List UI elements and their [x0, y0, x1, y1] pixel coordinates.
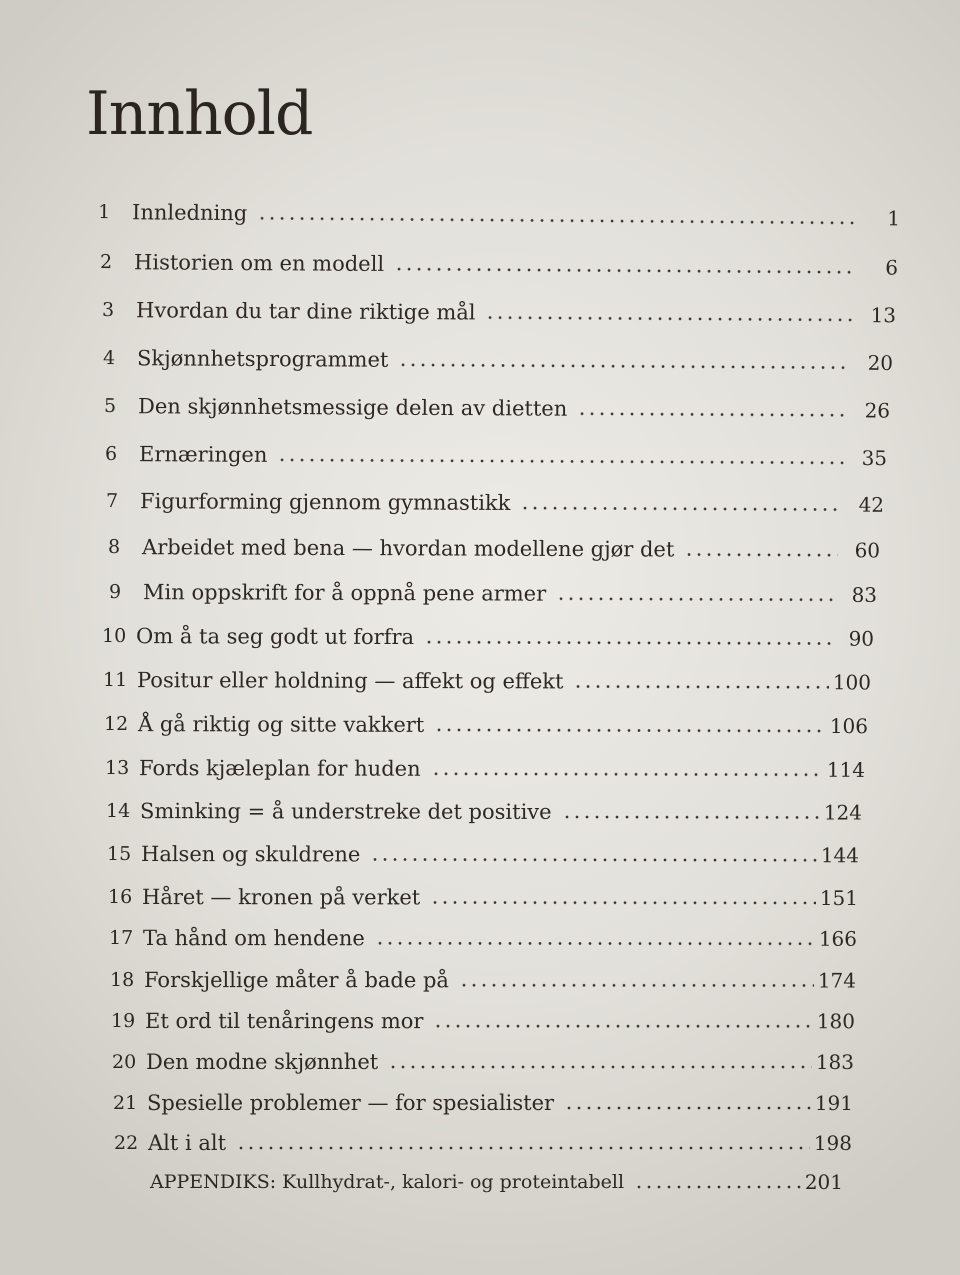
page-number: 90	[848, 626, 875, 651]
dot-leader	[573, 683, 829, 690]
page-number: 1	[887, 206, 901, 231]
page-number: 42	[858, 492, 885, 517]
dot-leader	[433, 1023, 813, 1029]
page-number: 13	[870, 303, 897, 328]
chapter-title: Et ord til tenåringens mor	[145, 1009, 424, 1034]
dot-leader	[431, 771, 823, 778]
chapter-title: Sminking = å understreke det positive	[140, 799, 552, 824]
page-number: 114	[826, 757, 866, 782]
dot-leader	[459, 982, 814, 988]
toc-entry	[100, 244, 898, 282]
chapter-title: Innledning	[132, 200, 248, 226]
page-number: 26	[864, 398, 891, 423]
dot-leader	[257, 215, 858, 226]
chapter-number: 5	[104, 395, 117, 418]
chapter-title: Spesielle problemer — for spesialister	[147, 1091, 555, 1115]
toc-entry	[104, 388, 890, 425]
appendix-title: APPENDIKS: Kullhydrat-, kalori- og proteintabell	[150, 1171, 625, 1193]
page-number: 201	[804, 1170, 843, 1194]
chapter-title: Den skjønnhetsmessige delen av dietten	[138, 394, 568, 421]
toc-entry	[103, 340, 893, 377]
chapter-number: 19	[111, 1010, 136, 1033]
chapter-number: 22	[114, 1132, 139, 1154]
toc-entry	[108, 879, 858, 912]
chapter-title: Ta hånd om hendene	[143, 926, 365, 951]
dot-leader	[564, 1105, 811, 1111]
page-number: 166	[818, 926, 858, 951]
chapter-number: 15	[107, 843, 132, 866]
page-number: 100	[832, 670, 872, 695]
chapter-title: Å gå riktig og sitte vakkert	[138, 712, 425, 737]
dot-leader	[375, 940, 815, 946]
dot-leader	[370, 856, 817, 863]
chapter-title: Halsen og skuldrene	[141, 842, 361, 867]
page-number: 144	[820, 843, 860, 868]
toc-entry	[111, 1003, 855, 1035]
dot-leader	[520, 505, 842, 513]
chapter-number: 1	[98, 201, 111, 224]
chapter-number: 2	[100, 251, 113, 274]
page-number: 183	[815, 1050, 854, 1074]
page-number: 83	[851, 582, 878, 607]
chapter-title: Forskjellige måter å bade på	[144, 968, 449, 993]
toc-entry	[105, 436, 887, 472]
chapter-number: 14	[106, 800, 131, 823]
chapter-title: Ernæringen	[139, 442, 268, 467]
chapter-title: Historien om en modell	[134, 250, 385, 276]
dot-leader	[388, 1064, 812, 1070]
chapter-title: Fords kjæleplan for huden	[139, 756, 421, 781]
dot-leader	[394, 266, 856, 275]
dot-leader	[434, 727, 826, 734]
toc-entry	[106, 483, 884, 519]
chapter-title: Om å ta seg godt ut forfra	[136, 624, 415, 650]
chapter-number: 8	[108, 536, 121, 559]
chapter-number: 7	[106, 490, 119, 513]
chapter-title: Skjønnhetsprogrammet	[137, 346, 389, 372]
toc-entry	[98, 194, 900, 232]
dot-leader	[562, 814, 820, 821]
toc-entry	[112, 1044, 854, 1076]
toc-appendix-entry	[150, 1164, 843, 1196]
dot-leader	[236, 1145, 810, 1151]
toc-entry	[106, 793, 862, 827]
toc-entry	[107, 836, 859, 869]
page-number: 35	[861, 445, 888, 471]
dot-leader	[634, 1184, 801, 1190]
chapter-title: Hvordan du tar dine riktige mål	[136, 298, 476, 325]
chapter-title: Positur eller holdning — affekt og effekt	[137, 668, 564, 694]
page-title: Innhold	[86, 79, 313, 149]
chapter-number: 21	[113, 1092, 138, 1114]
toc-entry	[113, 1085, 853, 1117]
dot-leader	[277, 457, 845, 466]
dot-leader	[486, 315, 855, 323]
page-number: 151	[819, 885, 859, 911]
chapter-number: 10	[102, 625, 127, 648]
dot-leader	[398, 362, 851, 371]
toc-entry	[102, 292, 896, 329]
chapter-number: 12	[104, 713, 129, 736]
page-number: 191	[814, 1091, 853, 1115]
chapter-number: 16	[108, 886, 133, 909]
chapter-title: Min oppskrift for å oppnå pene armer	[143, 580, 547, 606]
toc-entry	[103, 662, 871, 696]
page-number: 6	[885, 255, 899, 280]
page-number: 124	[823, 800, 863, 825]
chapter-number: 3	[102, 299, 115, 322]
toc-entry	[109, 574, 877, 609]
dot-leader	[684, 552, 838, 559]
toc-entry	[114, 1125, 852, 1157]
dot-leader	[577, 411, 848, 419]
chapter-number: 18	[110, 969, 135, 992]
page-number: 60	[854, 538, 881, 563]
chapter-number: 17	[109, 927, 134, 950]
chapter-title: Alt i alt	[148, 1131, 227, 1155]
toc-entry	[108, 529, 880, 564]
chapter-number: 13	[105, 757, 130, 780]
page-number: 198	[813, 1131, 852, 1155]
chapter-title: Den modne skjønnhet	[146, 1050, 379, 1074]
chapter-number: 6	[105, 443, 118, 466]
page-number: 174	[817, 968, 857, 993]
chapter-number: 9	[109, 581, 122, 604]
chapter-number: 11	[103, 669, 128, 692]
toc-entry	[109, 920, 857, 953]
dot-leader	[556, 596, 835, 603]
chapter-title: Arbeidet med bena — hvordan modellene gjør det	[142, 535, 675, 562]
page-number: 20	[867, 350, 894, 375]
toc-entry	[105, 750, 865, 784]
toc-entry	[110, 962, 856, 995]
chapter-number: 20	[112, 1051, 137, 1073]
chapter-number: 4	[103, 347, 116, 370]
toc-entry	[102, 618, 874, 653]
dot-leader	[430, 899, 816, 906]
chapter-title: Håret — kronen på verket	[142, 885, 421, 910]
toc-entry	[104, 706, 868, 740]
dot-leader	[424, 639, 832, 646]
chapter-title: Figurforming gjennom gymnastikk	[140, 489, 511, 515]
page-number: 180	[816, 1009, 856, 1034]
page-number: 106	[829, 714, 869, 739]
